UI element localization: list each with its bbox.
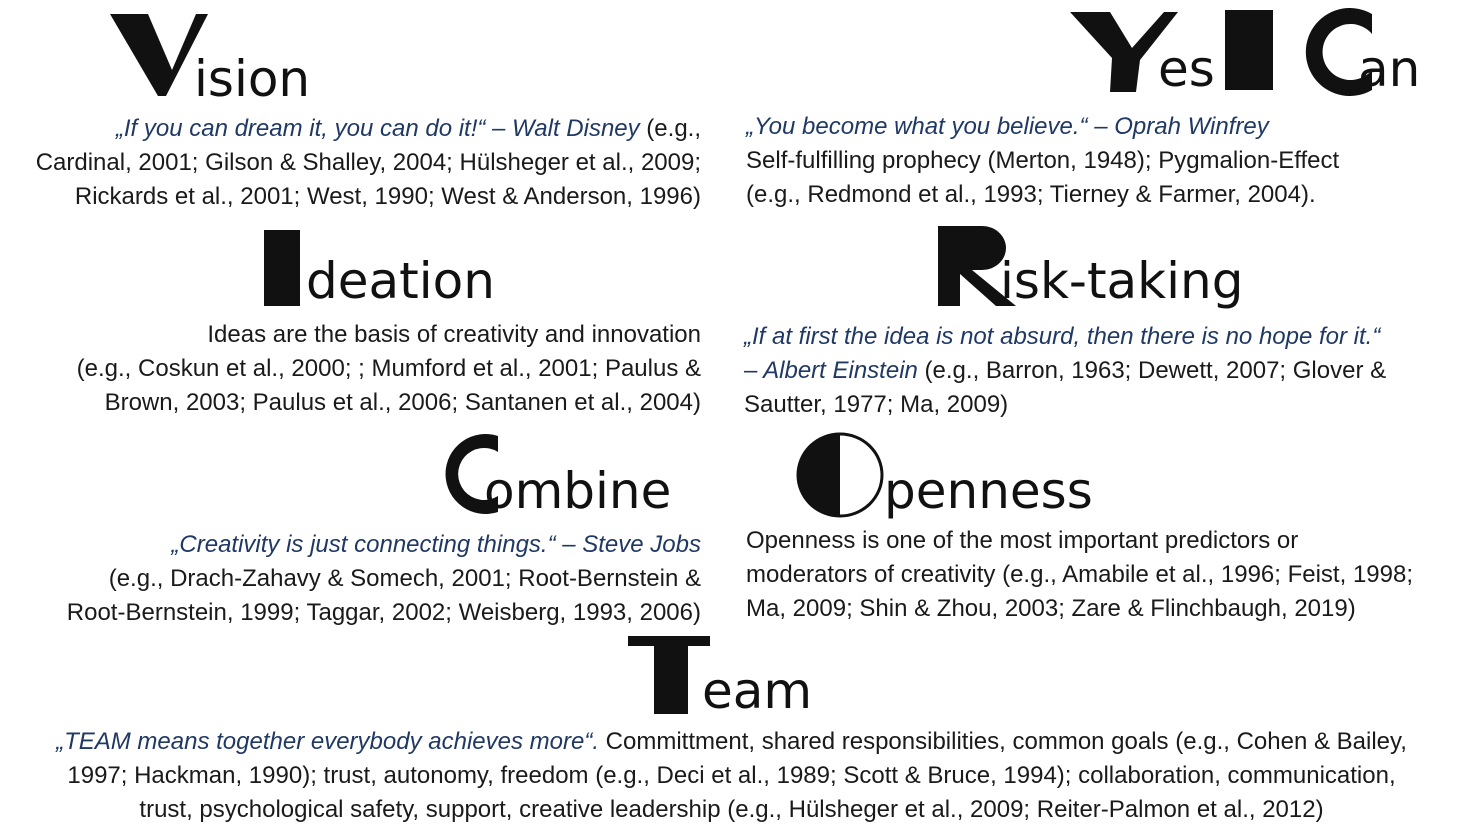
- combine-heading: [422, 432, 702, 522]
- combine-line-2: (e.g., Drach-Zahavy & Somech, 2001; Root-Bernstein &: [108, 565, 701, 592]
- risk-quote-2: – Albert Einstein: [744, 357, 918, 384]
- ideation-word-rest: deation: [306, 252, 495, 310]
- ideation-heading: [262, 228, 522, 312]
- vision-word-rest: ision: [194, 50, 311, 108]
- risk-word-rest: isk-taking: [1000, 252, 1244, 310]
- yes-i-can-line-3: (e.g., Redmond et al., 1993; Tierney & Farmer, 2004).: [746, 181, 1316, 208]
- team-line-1: Committment, shared responsibilities, common goals (e.g., Cohen & Bailey,: [599, 728, 1407, 755]
- can-word-rest: an: [1358, 40, 1421, 98]
- openness-line-3: Ma, 2009; Shin & Zhou, 2003; Zare & Flinchbaugh, 2019): [746, 595, 1356, 622]
- vision-refs-2: Cardinal, 2001; Gilson & Shalley, 2004; Hülsheger et al., 2009;: [35, 149, 701, 176]
- team-line-3: trust, psychological safety, support, creative leadership (e.g., Hülsheger et al., 2009; Reiter-Palmon et al., 2012): [139, 796, 1324, 823]
- risk-taking-text: [744, 320, 1454, 422]
- combine-word-rest: ombine: [484, 462, 672, 520]
- risk-refs-3: Sautter, 1977; Ma, 2009): [744, 391, 1009, 418]
- vision-heading: [110, 12, 311, 108]
- team-quote: „TEAM means together everybody achieves more“.: [56, 728, 599, 755]
- vision-quote: „If you can dream it, you can do it!“ – Walt Disney: [115, 115, 640, 142]
- i-capital-block: [1225, 10, 1273, 90]
- yes-i-can-heading: [1070, 8, 1440, 98]
- team-heading: [628, 636, 828, 720]
- openness-line-2: moderators of creativity (e.g., Amabile et al., 1996; Feist, 1998;: [746, 561, 1413, 588]
- team-word-rest: eam: [702, 662, 813, 720]
- openness-line-1: Openness is one of the most important predictors or: [746, 527, 1299, 554]
- yes-i-can-line-2: Self-fulfilling prophecy (Merton, 1948); Pygmalion-Effect: [746, 147, 1340, 174]
- combine-quote: „Creativity is just connecting things.“ – Steve Jobs: [171, 531, 701, 558]
- risk-refs-2: (e.g., Barron, 1963; Dewett, 2007; Glover &: [917, 357, 1387, 384]
- risk-quote-1: „If at first the idea is not absurd, then there is no hope for it.“: [744, 323, 1381, 350]
- risk-taking-heading: [938, 224, 1268, 314]
- team-capital-stem: [654, 636, 688, 714]
- team-line-2: 1997; Hackman, 1990); trust, autonomy, freedom (e.g., Deci et al., 1989; Scott & Bruce, 1994); collaboration, communication,: [67, 762, 1396, 789]
- vision-text: [1, 112, 701, 214]
- vision-refs-3: Rickards et al., 2001; West, 1990; West & Anderson, 1996): [74, 183, 701, 210]
- combine-text: [1, 528, 701, 630]
- ideation-line-2: (e.g., Coskun et al., 2000; ; Mumford et al., 2001; Paulus &: [76, 355, 701, 382]
- openness-capital-o: [796, 432, 884, 518]
- openness-text: [746, 524, 1456, 626]
- ideation-text: [1, 318, 701, 420]
- openness-word-rest: penness: [884, 462, 1093, 520]
- ideation-line-1: Ideas are the basis of creativity and innovation: [207, 321, 701, 348]
- ideation-line-3: Brown, 2003; Paulus et al., 2006; Santanen et al., 2004): [104, 389, 701, 416]
- yes-i-can-text: [746, 110, 1446, 212]
- team-text: [0, 725, 1463, 827]
- yes-word-rest: es: [1158, 40, 1215, 98]
- openness-heading: [796, 432, 1096, 522]
- combine-line-3: Root-Bernstein, 1999; Taggar, 2002; Weisberg, 1993, 2006): [66, 599, 701, 626]
- yes-i-can-quote: „You become what you believe.“ – Oprah Winfrey: [746, 113, 1269, 140]
- ideation-capital-block: [264, 230, 300, 306]
- vision-refs-1: (e.g.,: [639, 115, 701, 142]
